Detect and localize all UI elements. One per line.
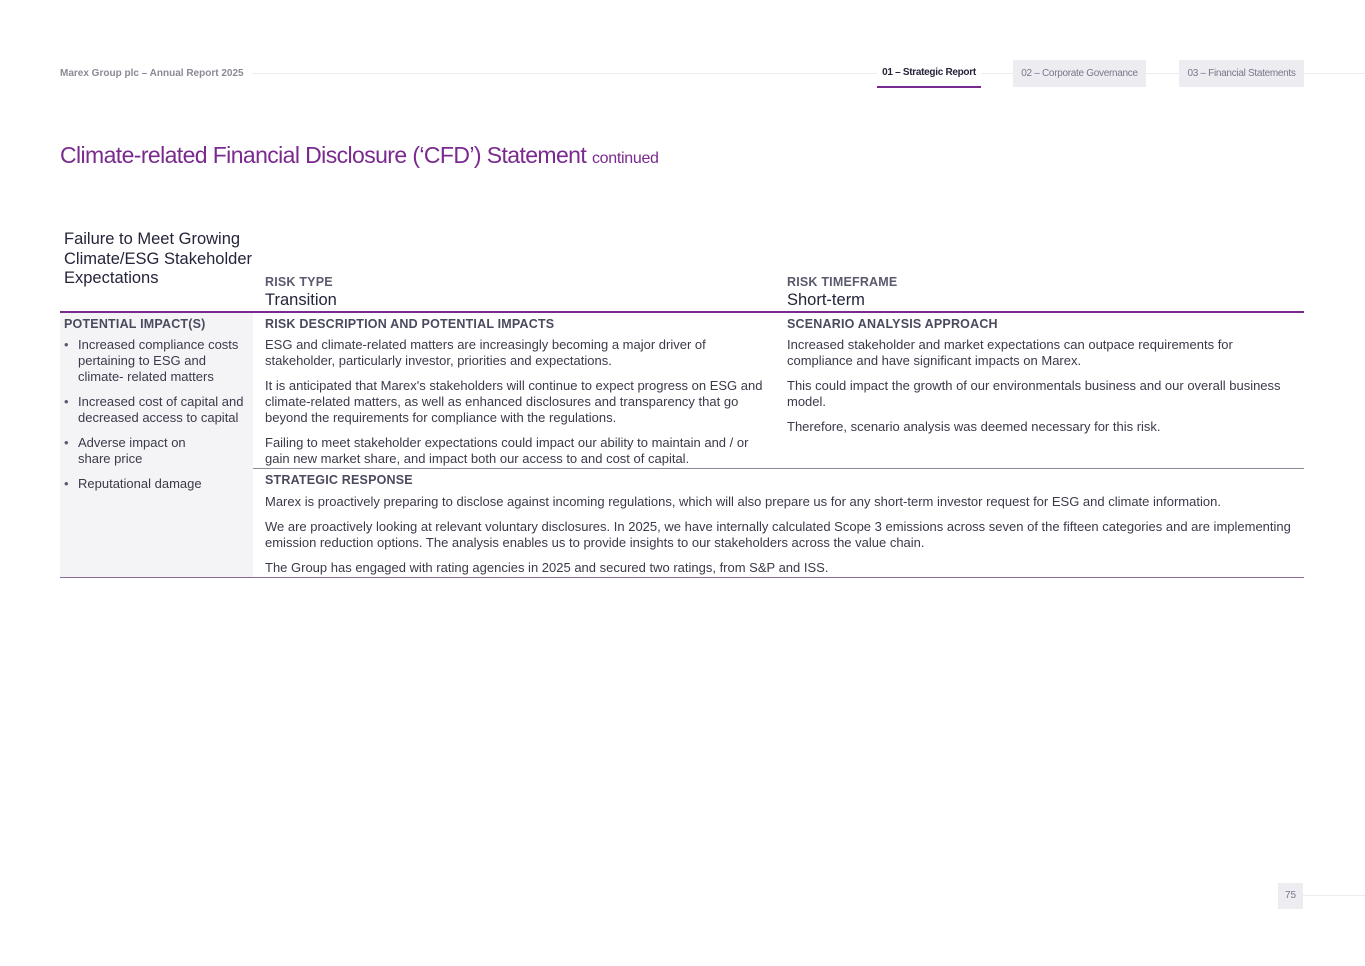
risk-type-value: Transition <box>265 291 337 309</box>
table-bottom-rule <box>60 577 1304 578</box>
page-title <box>60 142 659 169</box>
risk-description-label: RISK DESCRIPTION AND POTENTIAL IMPACTS <box>265 317 555 331</box>
tab-financial-statements[interactable]: 03 – Financial Statements <box>1179 60 1304 87</box>
scenario-paragraph: Increased stakeholder and market expectations can outpace requirements for compliance and have significant impacts on Marex. <box>787 337 1233 368</box>
risk-timeframe-value: Short-term <box>787 291 865 309</box>
risk-description-paragraph: ESG and climate-related matters are increasingly becoming a major driver of stakeholder, particularly investor, priorities and expectations. <box>265 337 706 368</box>
strategic-response-paragraph: The Group has engaged with rating agencies in 2025 and secured two ratings, from S&P and ISS. <box>265 560 829 575</box>
risk-type-label: RISK TYPE <box>265 275 333 289</box>
potential-impacts-list <box>64 337 254 501</box>
strategic-response-label: STRATEGIC RESPONSE <box>265 473 413 487</box>
page-title-suffix: continued <box>591 150 659 167</box>
strategic-response-paragraph: We are proactively looking at relevant voluntary disclosures. In 2025, we have internally calculated Scope 3 emissions across seven of the fifteen categories and are implementing emission reduction options. The analysis enables us to provide insights to our stakeholders across the value chain. <box>265 519 1291 550</box>
list-item: • Increased cost of capital and decreased access to capital <box>64 394 254 426</box>
risk-timeframe-label: RISK TIMEFRAME <box>787 275 898 289</box>
list-item: • Adverse impact on share price <box>64 435 208 467</box>
risk-description-paragraph: Failing to meet stakeholder expectations could impact our ability to maintain and / or gain new market share, and impact both our access to and cost of capital. <box>265 435 749 466</box>
tab-strategic-report[interactable]: 01 – Strategic Report <box>877 60 981 88</box>
scenario-paragraph: Therefore, scenario analysis was deemed necessary for this risk. <box>787 419 1161 434</box>
scenario-analysis-label: SCENARIO ANALYSIS APPROACH <box>787 317 998 331</box>
list-item: • Reputational damage <box>64 476 254 492</box>
section-divider <box>253 468 1304 469</box>
strategic-response-paragraph: Marex is proactively preparing to disclose against incoming regulations, which will also prepare us for any short-term investor request for ESG and climate information. <box>265 494 1221 509</box>
page-title-main: Climate-related Financial Disclosure (‘CFD’) Statement <box>60 142 587 168</box>
potential-impacts-label: POTENTIAL IMPACT(S) <box>64 317 206 331</box>
scenario-paragraph: This could impact the growth of our environmentals business and our overall business model. <box>787 378 1281 409</box>
report-name: Marex Group plc – Annual Report 2025 <box>60 68 244 79</box>
page-number: 75 <box>1278 883 1303 909</box>
list-item: • Increased compliance costs pertaining to ESG and climate- related matters <box>64 337 254 385</box>
risk-description-paragraph: It is anticipated that Marex's stakeholders will continue to expect progress on ESG and climate-related matters, as well as enhanced disclosures and transparency that go beyond the requirements for compliance with the regulations. <box>265 378 763 425</box>
tab-corporate-governance[interactable]: 02 – Corporate Governance <box>1013 60 1146 87</box>
risk-title: Failure to Meet Growing Climate/ESG Stakeholder Expectations <box>64 230 253 287</box>
page-number-divider <box>1303 895 1365 896</box>
